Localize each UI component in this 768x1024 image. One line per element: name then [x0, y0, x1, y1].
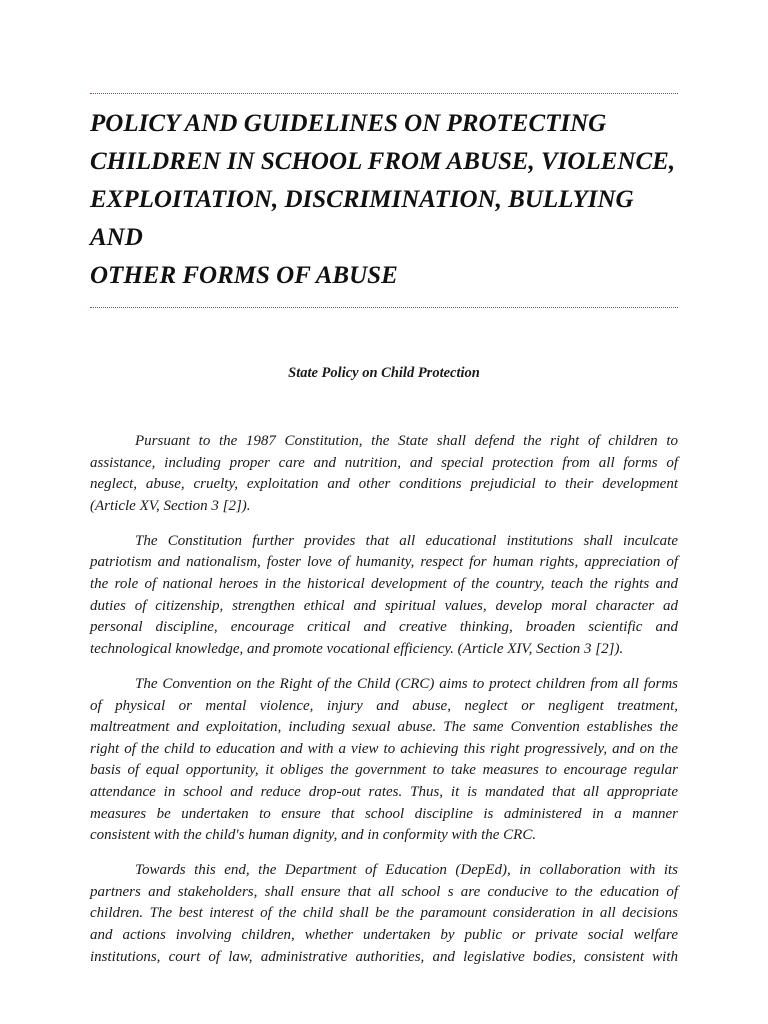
text-line: basis of equal opportunity, it obliges the government to take measures to encourage regular — [90, 762, 678, 779]
text-line: neglect, abuse, cruelty, exploitation and other conditions prejudicial to their development — [90, 476, 678, 493]
text-line: of physical or mental violence, injury and abuse, neglect or negligent treatment, — [90, 697, 678, 714]
title-divider — [90, 307, 678, 308]
text-line: and actions involving children, whether undertaken by public or private social welfare — [90, 926, 678, 943]
text-line: measures be undertaken to ensure that school discipline is administered in a manner — [90, 805, 678, 822]
text-line: technological knowledge, and promote vocational efficiency. (Article XIV, Section 3 [2]). — [90, 640, 624, 657]
text-line: The Constitution further provides that all educational institutions shall inculcate — [135, 532, 678, 549]
section-heading: State Policy on Child Protection — [288, 365, 480, 381]
title-line: EXPLOITATION, DISCRIMINATION, BULLYING AND — [90, 186, 634, 251]
text-line: Pursuant to the 1987 Constitution, the State shall defend the right of children to — [135, 433, 678, 449]
paragraph — [90, 860, 678, 968]
text-line: assistance, including proper care and nutrition, and special protection from all forms of — [90, 454, 678, 471]
paragraph — [90, 431, 678, 517]
paragraph — [90, 674, 678, 847]
document-body — [90, 431, 678, 968]
text-line: duties of citizenship, strengthen ethical and spiritual values, develop moral character ad — [90, 597, 678, 614]
text-line: patriotism and nationalism, foster love of humanity, respect for human rights, appreciation of — [90, 554, 678, 571]
text-line: Towards this end, the Department of Education (DepEd), in collaboration with its — [135, 862, 678, 879]
title-line: CHILDREN IN SCHOOL FROM ABUSE, VIOLENCE, — [90, 148, 676, 175]
text-line: personal discipline, encourage critical and creative thinking, broaden scientific and — [90, 619, 678, 636]
text-line: right of the child to education and with a view to achieving this right progressively, and on the — [90, 740, 678, 757]
text-line: The Convention on the Right of the Child (CRC) aims to protect children from all forms — [135, 675, 678, 692]
paragraph — [90, 531, 678, 661]
top-divider — [90, 93, 678, 94]
title-line: POLICY AND GUIDELINES ON PROTECTING — [90, 110, 607, 137]
text-line: children. The best interest of the child shall be the paramount consideration in all decisions — [90, 905, 678, 922]
text-line: the role of national heroes in the historical development of the country, teach the rights and — [90, 576, 678, 593]
text-line: (Article XV, Section 3 [2]). — [90, 497, 251, 514]
text-line: attendance in school and reduce drop-out rates. Thus, it is mandated that all appropriate — [90, 783, 678, 800]
document-page — [90, 0, 678, 968]
text-line: partners and stakeholders, shall ensure that all school s are conducive to the education of — [90, 883, 678, 900]
text-line: institutions, court of law, administrative authorities, and legislative bodies, consistent with — [90, 948, 678, 965]
text-line: maltreatment and exploitation, including sexual abuse. The same Convention establishes the — [90, 719, 678, 736]
document-title — [90, 105, 678, 295]
text-line: consistent with the child's human dignity, and in conformity with the CRC. — [90, 827, 537, 844]
title-line: OTHER FORMS OF ABUSE — [90, 262, 398, 289]
